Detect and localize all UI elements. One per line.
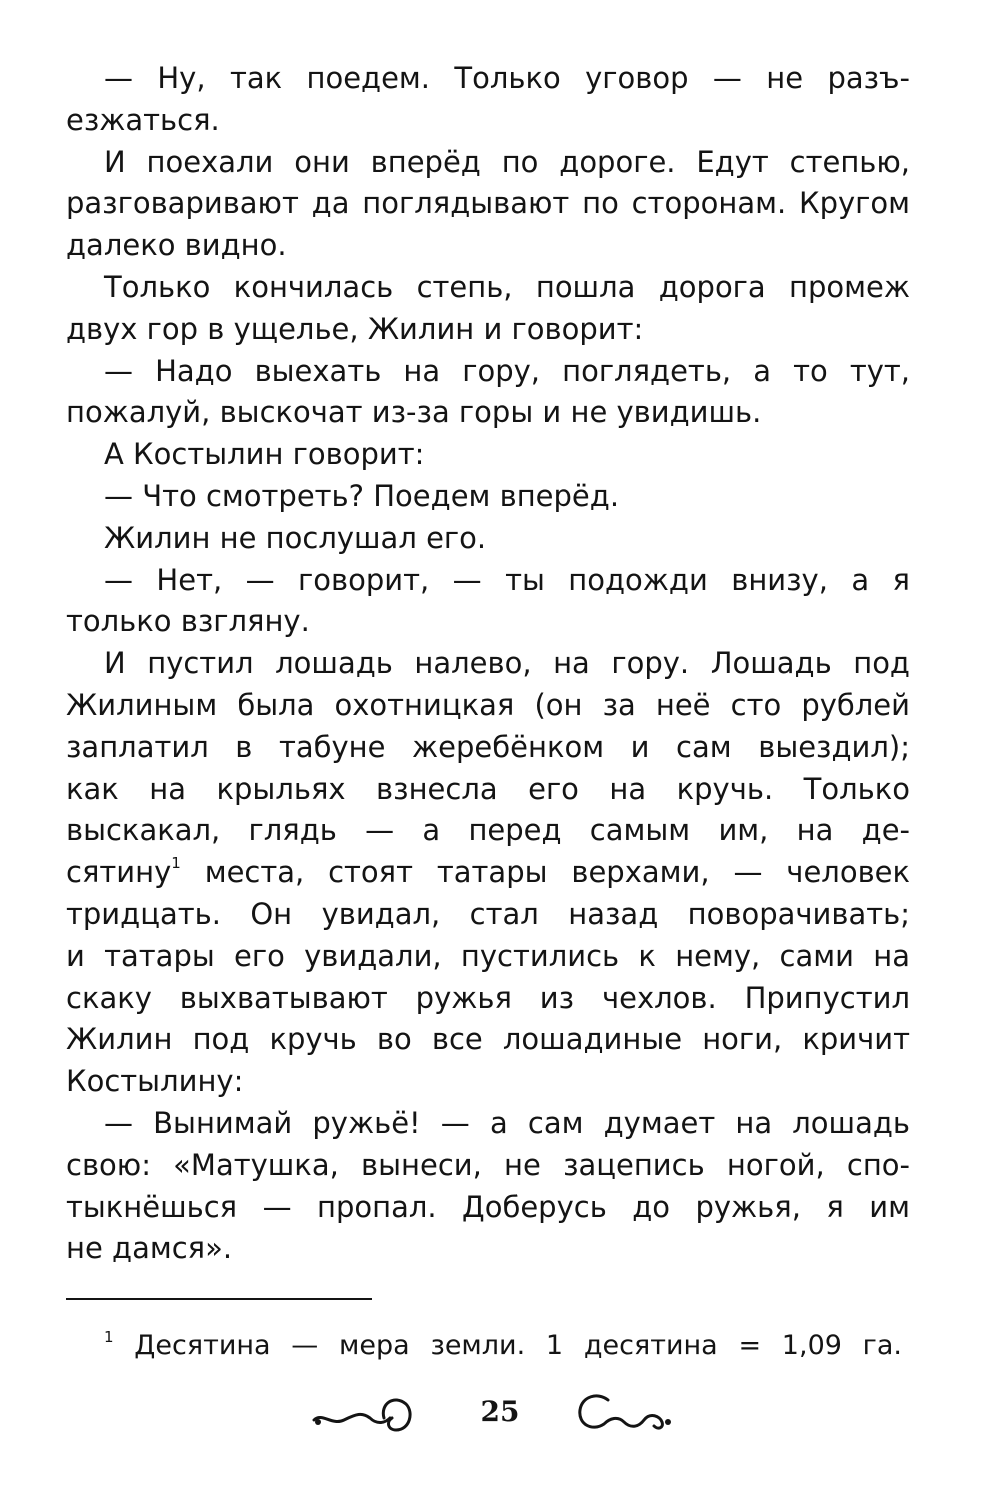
text-line: скаку выхватывают ружья из чехлов. Припустил — [66, 980, 910, 1015]
footnote-reference: 1 — [171, 854, 181, 873]
text-line: заплатил в табуне жеребёнком и сам выездил); — [66, 729, 910, 764]
footnote-marker: 1 — [104, 1328, 114, 1346]
text-line: А Костылин говорит: — [104, 437, 425, 472]
text-line: Костылину: — [66, 1064, 244, 1099]
text-line: тыкнёшься — пропал. Доберусь до ружья, я им — [66, 1189, 910, 1224]
line-rest: места, стоят татары верхами, — человек — [204, 855, 911, 890]
text-line: пожалуй, выскочат из-за горы и не увидишь. — [66, 395, 762, 430]
text-line: разговаривают да поглядывают по сторонам. Кругом — [66, 186, 910, 221]
page-footer — [300, 1384, 700, 1444]
right-flourish-ornament — [568, 1384, 678, 1444]
footnote-anchor-word: сятину — [66, 855, 172, 890]
text-line: — Надо выехать на гору, поглядеть, а то тут, — [104, 353, 910, 388]
text-line: — Вынимай ружьё! — а сам думает на лошадь — [104, 1105, 910, 1140]
text-line: — Нет, — говорит, — ты подожди внизу, а я — [104, 562, 910, 597]
text-line: Только кончилась степь, пошла дорога промеж — [104, 269, 910, 304]
text-line: Жилиным была охотницкая (он за неё сто рублей — [66, 687, 910, 722]
text-line: Жилин под кручь во все лошадиные ноги, кричит — [66, 1022, 910, 1057]
footnote — [104, 1326, 902, 1366]
footnote-divider — [66, 1298, 372, 1300]
text-line: и татары его увидали, пустились к нему, сами на — [66, 938, 910, 973]
text-line: далеко видно. — [66, 228, 287, 263]
text-line: двух гор в ущелье, Жилин и говорит: — [66, 311, 644, 346]
text-line: — Что смотреть? Поедем вперёд. — [104, 478, 620, 513]
text-line: — Ну, так поедем. Только уговор — не разъ- — [104, 61, 910, 95]
text-line: езжаться. — [66, 102, 220, 137]
text-line: И поехали они вперёд по дороге. Едут степью, — [104, 144, 910, 179]
text-line: как на крыльях взнесла его на кручь. Только — [66, 771, 910, 806]
text-line: только взгляну. — [66, 604, 310, 639]
text-line: И пустил лошадь налево, на гору. Лошадь под — [104, 646, 910, 681]
text-line: не дамся». — [66, 1231, 233, 1266]
text-line: свою: «Матушка, вынеси, не зацепись ногой, спо- — [66, 1147, 910, 1182]
text-line-with-footnote — [66, 852, 910, 894]
footnote-text: Десятина — мера земли. 1 десятина = 1,09 га. — [134, 1330, 902, 1361]
text-line: Жилин не послушал его. — [104, 520, 487, 555]
left-flourish-ornament — [310, 1384, 420, 1444]
page-body — [66, 58, 910, 1270]
page-number: 25 — [480, 1395, 520, 1428]
text-line: выскакал, глядь — а перед самым им, на де- — [66, 813, 910, 848]
text-line: тридцать. Он увидал, стал назад поворачивать; — [66, 896, 910, 931]
